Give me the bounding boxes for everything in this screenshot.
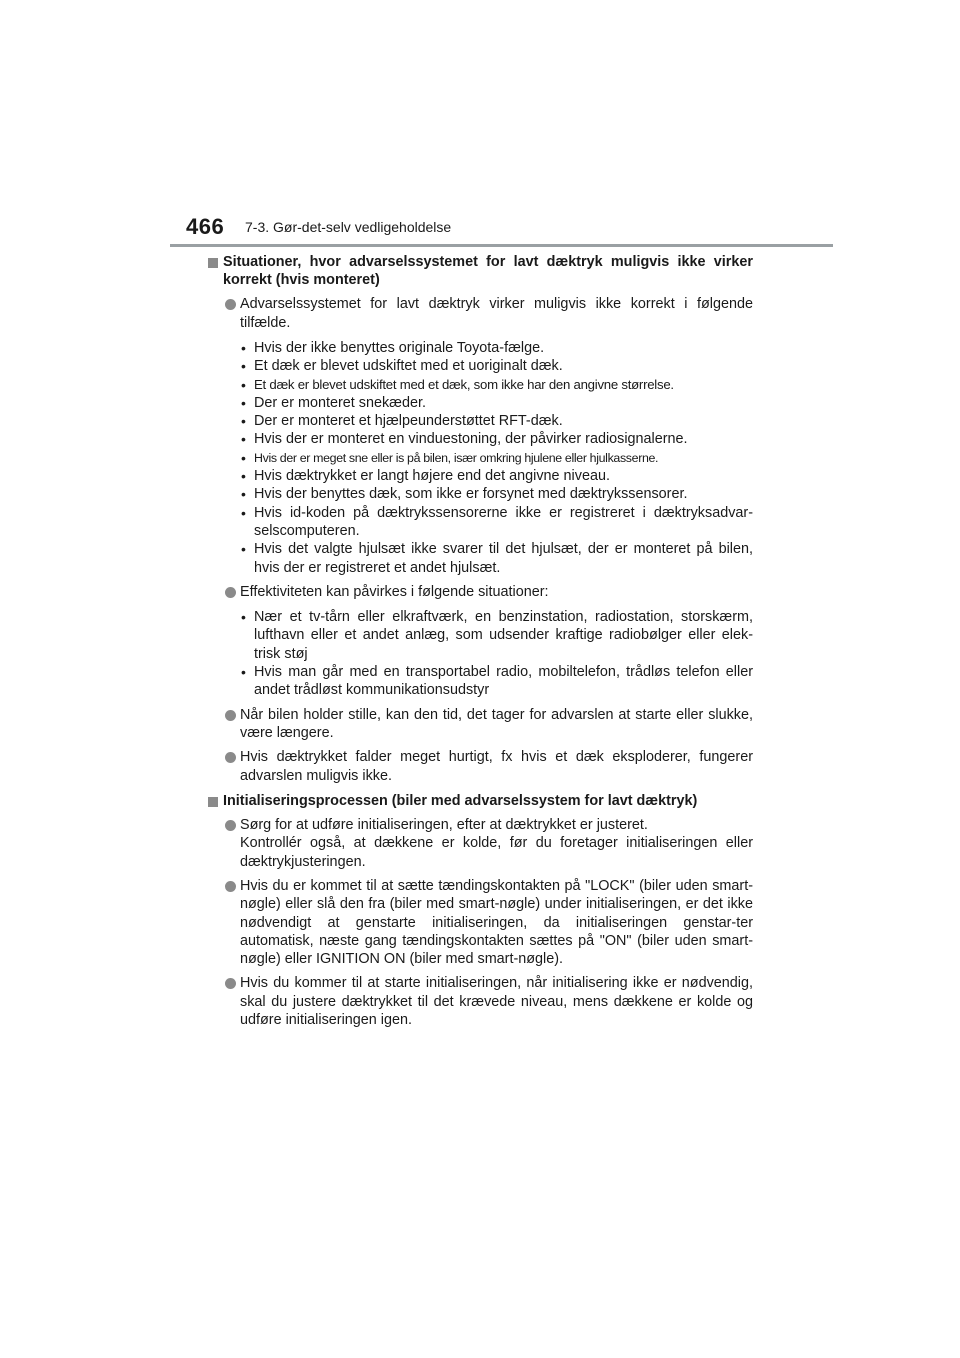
list-item — [208, 583, 753, 601]
dot-bullet-icon: • — [241, 376, 246, 393]
sub-item-text: Hvis dæktrykket er langt højere end det angivne niveau. — [254, 468, 610, 485]
sub-item-text: Hvis der ikke benyttes originale Toyota-fælge. — [254, 340, 545, 356]
circle-bullet-icon — [225, 587, 236, 598]
list-item — [208, 706, 753, 743]
sub-list-item — [240, 467, 753, 485]
section-heading-tpms-situations — [208, 253, 753, 289]
list-item — [208, 974, 753, 1029]
dot-bullet-icon: • — [241, 486, 246, 503]
page-content — [208, 253, 753, 1029]
dot-bullet-icon: • — [241, 541, 246, 558]
dot-bullet-icon: • — [241, 664, 246, 681]
sub-list-item — [240, 504, 753, 541]
sub-list-item — [240, 449, 753, 467]
circle-bullet-icon — [225, 752, 236, 763]
circle-bullet-icon — [225, 299, 236, 310]
sub-item-text: Hvis man går med en transportabel radio, mobiltelefon, trådløs telefon eller andet trådløst kommunikationsudstyr — [254, 664, 753, 699]
sub-list-item — [240, 394, 753, 412]
dot-bullet-icon: • — [241, 468, 246, 485]
sub-item-text: Hvis der benyttes dæk, som ikke er forsynet med dæktrykssensorer. — [254, 486, 688, 503]
square-bullet-icon — [208, 258, 218, 268]
sub-list-item — [240, 540, 753, 577]
dot-bullet-icon: • — [241, 358, 246, 375]
sub-list-item — [240, 357, 753, 375]
sub-list-item — [240, 485, 753, 503]
bullet-text: Når bilen holder stille, kan den tid, det tager for advarslen at starte eller slukke, være længere. — [240, 706, 753, 741]
circle-bullet-icon — [225, 881, 236, 892]
sub-list-item — [240, 339, 753, 357]
circle-bullet-icon — [225, 710, 236, 721]
sub-item-text: Hvis der er monteret en vinduestoning, der påvirker radiosignalerne. — [254, 431, 688, 448]
circle-bullet-icon — [225, 820, 236, 831]
sub-list — [208, 608, 753, 699]
bullet-text: Advarselssystemet for lavt dæktryk virker muligvis ikke korrekt i følgende tilfælde. — [240, 296, 753, 331]
list-item — [208, 877, 753, 968]
sub-item-text: Hvis det valgte hjulsæt ikke svarer til det hjulsæt, der er monteret på bilen, hvis der er registreret et andet hjulsæt. — [254, 541, 753, 576]
bullet-text: Effektiviteten kan påvirkes i følgende situationer: — [240, 583, 549, 600]
sub-item-text: Nær et tv-tårn eller elkraftværk, en benzinstation, radiostation, storskærm, lufthavn eller et andet anlæg, som udsender kraftige radiobølger eller elek-trisk støj — [254, 609, 753, 662]
bullet-text: Sørg for at udføre initialiseringen, efter at dæktrykket er justeret. — [240, 817, 648, 834]
sub-item-text: Der er monteret snekæder. — [254, 394, 426, 411]
sub-list-item — [240, 430, 753, 448]
sub-item-text: Et dæk er blevet udskiftet med et dæk, som ikke har den angivne størrelse. — [254, 376, 674, 392]
page-header — [186, 214, 836, 244]
bullet-text: Hvis du kommer til at starte initialiseringen, når initialisering ikke er nødvendig, skal du justere dæktrykket til det krævede niveau, mens dækkene er kolde og udføre initialiseringen igen. — [240, 975, 753, 1028]
sub-list-item — [240, 412, 753, 430]
dot-bullet-icon: • — [241, 340, 246, 356]
sub-list-item — [240, 608, 753, 663]
sub-item-text: Hvis der er meget sne eller is på bilen, især omkring hjulene eller hjulkasserne. — [254, 450, 659, 465]
section-heading-initialization — [208, 792, 753, 810]
list-item — [208, 816, 753, 871]
section-heading-text: Situationer, hvor advarselssystemet for lavt dæktryk muligvis ikke virker korrekt (hvis monteret) — [223, 254, 753, 289]
sub-list — [208, 339, 753, 577]
bullet-text: Hvis du er kommet til at sætte tændingskontakten på "LOCK" (biler uden smart-nøgle) eller slå den fra (biler med smart-nøgle) under initialiseringen, er det ikke nødvendigt at genstarte initialiseringen, da initialiseringen genstar-ter automatisk, næste gang tændingskontakten sættes på "ON" (biler uden smart-nøgle) eller IGNITION ON (biler med smart-nøgle). — [240, 877, 753, 968]
dot-bullet-icon: • — [241, 394, 246, 411]
sub-item-text: Der er monteret et hjælpeunderstøttet RFT-dæk. — [254, 413, 563, 430]
bullet-text-continued: Kontrollér også, at dækkene er kolde, før du foretager initialiseringen eller dæktrykjusteringen. — [240, 835, 753, 870]
section-heading-text: Initialiseringsprocessen (biler med advarselssystem for lavt dæktryk) — [223, 792, 698, 809]
dot-bullet-icon: • — [241, 449, 246, 466]
section-title: 7-3. Gør-det-selv vedligeholdelse — [245, 219, 452, 235]
list-item — [208, 748, 753, 785]
list-item — [208, 295, 753, 332]
sub-item-text: Hvis id-koden på dæktrykssensorerne ikke er registreret i dæktryksadvar-selscomputeren. — [254, 504, 753, 539]
header-divider — [170, 244, 833, 247]
sub-list-item — [240, 663, 753, 700]
square-bullet-icon — [208, 797, 218, 807]
circle-bullet-icon — [225, 978, 236, 989]
dot-bullet-icon: • — [241, 413, 246, 430]
sub-list-item — [240, 376, 753, 394]
bullet-text: Hvis dæktrykket falder meget hurtigt, fx hvis et dæk eksploderer, fungerer advarslen muligvis ikke. — [240, 749, 753, 784]
sub-item-text: Et dæk er blevet udskiftet med et uoriginalt dæk. — [254, 358, 563, 375]
dot-bullet-icon: • — [241, 504, 246, 521]
dot-bullet-icon: • — [241, 431, 246, 448]
page-number: 466 — [186, 214, 225, 239]
dot-bullet-icon: • — [241, 609, 246, 626]
